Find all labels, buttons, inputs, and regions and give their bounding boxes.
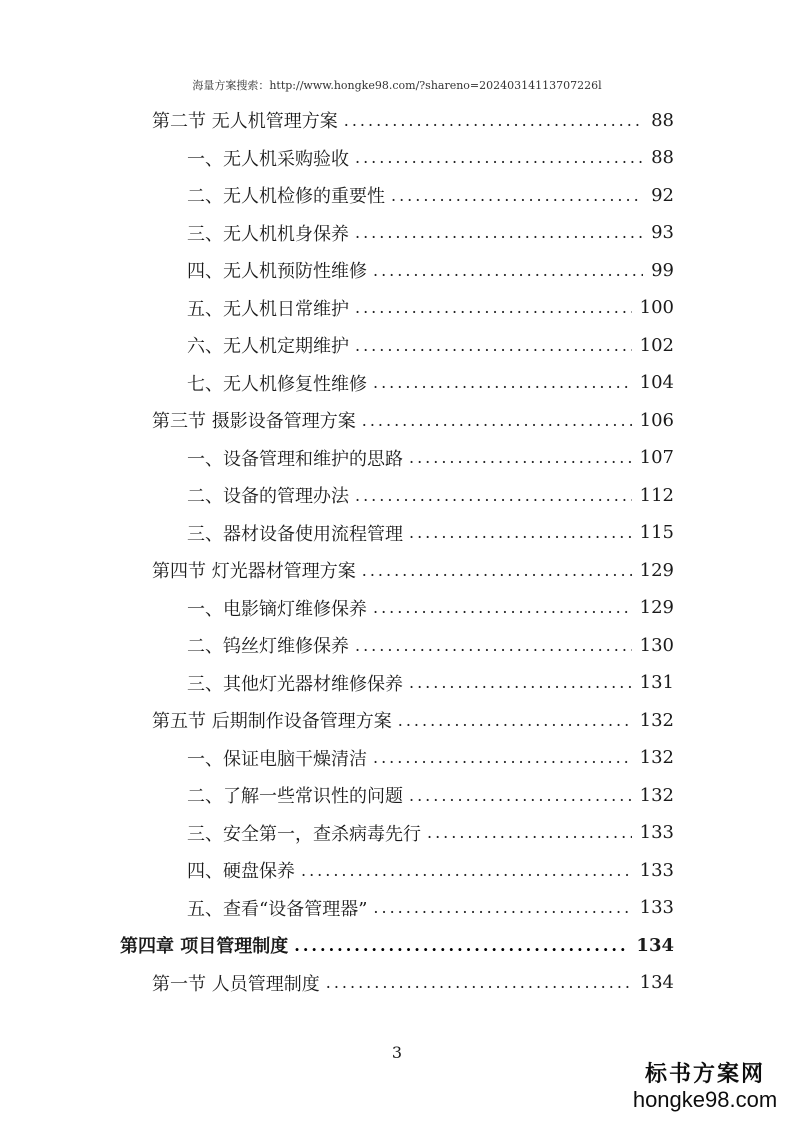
toc-entry[interactable]	[187, 739, 674, 777]
toc-entry[interactable]	[152, 551, 674, 589]
toc-entry-title: 二、无人机检修的重要性	[187, 186, 385, 207]
toc-entry[interactable]	[152, 701, 674, 739]
toc-entry[interactable]	[187, 664, 674, 702]
toc-entry-chapter[interactable]	[120, 926, 674, 964]
toc-leader-dots	[373, 373, 632, 392]
toc-entry-title: 第一节 人员管理制度	[152, 973, 320, 995]
toc-entry[interactable]	[187, 326, 674, 364]
toc-leader-dots	[362, 561, 632, 580]
toc-leader-dots	[326, 973, 632, 992]
toc-entry-page: 104	[639, 372, 674, 393]
toc-entry[interactable]	[187, 251, 674, 289]
toc-entry-title: 四、硬盘保养	[187, 861, 295, 882]
toc-entry-title: 第四节 灯光器材管理方案	[152, 561, 356, 582]
toc-leader-dots	[355, 486, 632, 505]
toc-entry-title: 一、电影镝灯维修保养	[187, 598, 367, 620]
toc-entry-title: 一、保证电脑干燥清洁	[187, 748, 367, 770]
toc-entry[interactable]	[187, 439, 674, 477]
toc-entry-page: 92	[651, 184, 674, 206]
toc-entry[interactable]	[187, 476, 674, 514]
toc-leader-dots	[409, 448, 632, 467]
toc-entry-page: 132	[639, 784, 674, 806]
toc-leader-dots	[355, 636, 632, 655]
toc-entry[interactable]	[187, 589, 674, 627]
toc-leader-dots	[344, 111, 643, 130]
toc-entry-page: 93	[651, 222, 674, 243]
toc-entry[interactable]	[187, 851, 674, 889]
toc-entry-page: 99	[651, 259, 674, 281]
toc-entry-title: 第三节 摄影设备管理方案	[152, 411, 356, 432]
toc-leader-dots	[373, 261, 643, 280]
toc-leader-dots	[355, 298, 632, 317]
toc-entry-page: 134	[636, 934, 674, 956]
toc-entry-page: 88	[651, 147, 674, 168]
toc-entry[interactable]	[187, 214, 674, 252]
toc-leader-dots	[355, 336, 632, 355]
toc-entry-page: 133	[639, 822, 674, 843]
toc-entry[interactable]	[152, 101, 674, 139]
toc-leader-dots	[409, 523, 632, 542]
toc-leader-dots	[373, 898, 631, 917]
toc-entry-title: 第二节 无人机管理方案	[152, 111, 338, 132]
toc-entry-title: 第五节 后期制作设备管理方案	[152, 711, 392, 732]
toc-entry-page: 88	[651, 109, 674, 131]
toc-entry-title: 三、安全第一，查杀病毒先行	[187, 823, 421, 845]
toc-entry[interactable]	[187, 776, 674, 814]
toc-entry-page: 106	[639, 409, 674, 431]
toc-entry-title: 二、设备的管理办法	[187, 486, 349, 507]
page-header-url: 海量方案搜索：http://www.hongke98.com/?shareno=20240314113707226l	[192, 79, 602, 92]
toc-entry-page: 134	[639, 972, 674, 993]
toc-leader-dots	[362, 411, 632, 430]
toc-leader-dots	[355, 148, 643, 167]
toc-entry-page: 100	[639, 297, 674, 318]
toc-leader-dots	[301, 861, 632, 880]
toc-leader-dots	[427, 823, 632, 842]
toc-leader-dots	[373, 748, 632, 767]
toc-leader-dots	[409, 786, 632, 805]
toc-entry[interactable]	[187, 514, 674, 552]
toc-entry-page: 133	[639, 859, 674, 881]
toc-leader-dots	[373, 598, 632, 617]
toc-entry-title: 一、设备管理和维护的思路	[187, 448, 403, 470]
toc-entry-title: 三、器材设备使用流程管理	[187, 523, 403, 545]
toc-entry-page: 129	[639, 597, 674, 618]
site-watermark-logo	[630, 1061, 780, 1113]
toc-entry[interactable]	[187, 626, 674, 664]
toc-entry[interactable]	[187, 289, 674, 327]
toc-entry-page: 133	[639, 897, 674, 918]
page-number: 3	[391, 1043, 403, 1062]
toc-entry-title: 六、无人机定期维护	[187, 336, 349, 357]
toc-entry-title: 三、其他灯光器材维修保养	[187, 673, 403, 695]
toc-entry-page: 131	[639, 672, 674, 693]
toc-entry-page: 130	[639, 634, 674, 656]
toc-leader-dots	[391, 186, 643, 205]
toc-entry-page: 132	[639, 747, 674, 768]
toc-entry-title: 七、无人机修复性维修	[187, 373, 367, 395]
toc-entry-page: 132	[639, 709, 674, 731]
watermark-cn-text: 标书方案网	[644, 1061, 765, 1087]
toc-entry[interactable]	[187, 814, 674, 852]
toc-entry[interactable]	[187, 139, 674, 177]
toc-entry-title: 二、钨丝灯维修保养	[187, 636, 349, 657]
toc-entry-title: 四、无人机预防性维修	[187, 261, 367, 282]
toc-entry-page: 102	[639, 334, 674, 356]
toc-entry-title: 一、无人机采购验收	[187, 148, 349, 170]
toc-entry-title: 五、查看“设备管理器”	[187, 898, 368, 920]
toc-leader-dots	[294, 936, 628, 955]
toc-entry-page: 129	[639, 559, 674, 581]
toc-entry[interactable]	[187, 176, 674, 214]
toc-entry-page: 112	[639, 484, 674, 506]
toc-entry-page: 107	[639, 447, 674, 468]
toc-entry[interactable]	[152, 401, 674, 439]
toc-entry-title: 二、了解一些常识性的问题	[187, 786, 403, 807]
toc-leader-dots	[355, 223, 643, 242]
toc-entry[interactable]	[187, 364, 674, 402]
toc-entry[interactable]	[152, 964, 674, 1002]
toc-entry[interactable]	[187, 889, 674, 927]
toc-leader-dots	[409, 673, 632, 692]
toc-entry-title: 五、无人机日常维护	[187, 298, 349, 320]
toc-entry-title: 第四章 项目管理制度	[120, 936, 289, 957]
watermark-domain-text: hongke98.com	[632, 1087, 778, 1112]
toc-entry-page: 115	[639, 522, 674, 543]
toc-entry-title: 三、无人机机身保养	[187, 223, 349, 245]
toc-leader-dots	[398, 711, 632, 730]
